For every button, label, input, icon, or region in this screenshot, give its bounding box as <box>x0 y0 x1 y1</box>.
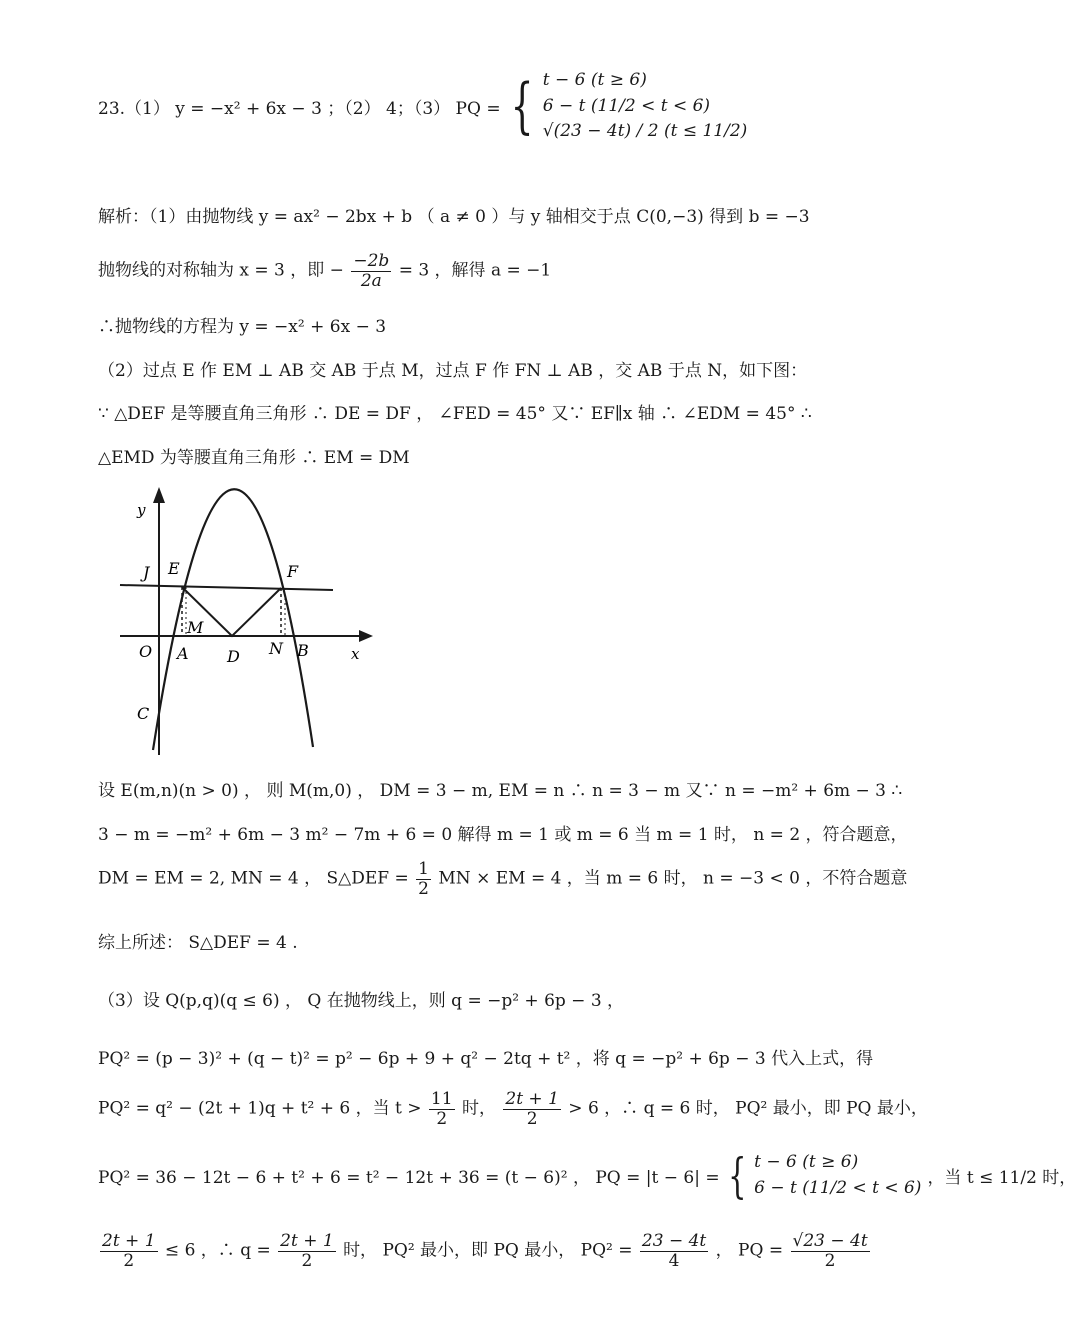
fraction: $\frac{23 - 4t}{4}$ <box>641 1231 707 1271</box>
answer-case-1: t − 6 (t ≥ 6) <box>542 70 647 90</box>
solution-line-13: PQ² = q² − (2t + 1)q + t² + 6 ，当 t > $\frac{11}{2}$ 时， $\frac{2t + 1}{2}$ > 6 ，∴ q = 6 时， PQ² 最小，即 PQ 最小， <box>98 1089 928 1129</box>
fraction: $\frac{2t + 1}{2}$ <box>280 1231 334 1271</box>
label-m: M <box>187 618 204 637</box>
label-e: E <box>168 559 180 578</box>
answer-cases <box>543 68 748 145</box>
fraction: $\frac{√23 - 4t}{2}$ <box>792 1231 868 1271</box>
solution-line-5: ∵ △DEF 是等腰直角三角形 ∴ DE = DF ， ∠FED = 45° 又∵ EF∥x 轴 ∴ ∠EDM = 45° ∴ <box>98 404 812 424</box>
answer-case-2: 6 − t (11/2 < t < 6) <box>542 95 711 116</box>
answer-prefix: 23.（1） y = −x² + 6x − 3 ；（2） 4；（3） PQ = <box>98 98 501 119</box>
solution-line-2: 抛物线的对称轴为 x = 3 ，即 − $\frac{-2b}{2a}$ = 3 ，解得 a = −1 <box>98 251 552 291</box>
line-ef <box>120 585 333 590</box>
label-j: J <box>143 563 150 582</box>
y-axis-arrow <box>153 487 165 503</box>
label-f: F <box>287 562 299 581</box>
label-c: C <box>137 704 150 723</box>
solution-line-8: 3 − m = −m² + 6m − 3 m² − 7m + 6 = 0 解得 m = 1 或 m = 6 当 m = 1 时， n = 2 ，符合题意， <box>98 825 908 845</box>
solution-line-4: （2）过点 E 作 EM ⊥ AB 交 AB 于点 M，过点 F 作 FN ⊥ AB ，交 AB 于点 N，如下图： <box>98 361 808 381</box>
brace: { <box>727 1147 747 1204</box>
label-o: O <box>139 642 153 661</box>
solution-line-12: PQ² = (p − 3)² + (q − t)² = p² − 6p + 9 + q² − 2tq + t² ，将 q = −p² + 6p − 3 代入上式，得 <box>98 1049 874 1069</box>
label-x: x <box>351 645 360 663</box>
parabola-figure <box>115 485 375 760</box>
fraction: $\frac{2t + 1}{2}$ <box>505 1089 559 1129</box>
fraction: $\frac{-2b}{2a}$ <box>353 251 390 291</box>
solution-line-14: PQ² = 36 − 12t − 6 + t² + 6 = t² − 12t + 36 = (t − 6)² ， PQ = |t − 6| = { t − 6 (t ≥ 6) 6 − t (11/2 < t < 6) ，当 t ≤ 11/2 时， <box>98 1147 1076 1204</box>
solution-line-3: ∴抛物线的方程为 y = −x² + 6x − 3 <box>98 317 387 337</box>
fraction: $\frac{11}{2}$ <box>430 1089 453 1129</box>
label-y: y <box>137 501 146 519</box>
x-axis-arrow <box>359 630 373 642</box>
fraction: $\frac{2t + 1}{2}$ <box>102 1231 156 1271</box>
label-a: A <box>177 644 189 663</box>
label-d: D <box>227 647 240 666</box>
solution-line-7: 设 E(m,n)(n > 0) ， 则 M(m,0) ， DM = 3 − m, EM = n ∴ n = 3 − m 又∵ n = −m² + 6m − 3 ∴ <box>98 781 903 801</box>
solution-line-11: （3）设 Q(p,q)(q ≤ 6) ， Q 在抛物线上，则 q = −p² + 6p − 3 ， <box>98 991 625 1011</box>
solution-line-1: 解析：（1）由抛物线 y = ax² − 2bx + b （ a ≠ 0 ）与 y 轴相交于点 C(0,−3) 得到 b = −3 <box>98 207 810 227</box>
label-n: N <box>269 639 283 658</box>
solution-line-9: DM = EM = 2, MN = 4 ， S△DEF = $\frac{1}{2}$ MN × EM = 4 ，当 m = 6 时， n = −3 < 0 ，不符合题意 <box>98 859 908 899</box>
solution-line-15: $\frac{2t + 1}{2}$ ≤ 6 ，∴ q = $\frac{2t + 1}{2}$ 时， PQ² 最小，即 PQ 最小， PQ² = $\frac{23 - 4t}{4}$ ， PQ = $\frac{√23 - 4t}{2}$ <box>102 1231 868 1271</box>
label-b: B <box>297 641 309 660</box>
solution-line-6: △EMD 为等腰直角三角形 ∴ EM = DM <box>98 448 410 468</box>
answer-case-3: √(23 − 4t) / 2 (t ≤ 11/2) <box>542 121 748 141</box>
pq-cases: t − 6 (t ≥ 6) 6 − t (11/2 < t < 6) <box>754 1152 922 1198</box>
fraction: $\frac{1}{2}$ <box>418 859 429 899</box>
solution-line-10: 综上所述： S△DEF = 4 . <box>98 933 298 953</box>
parabola <box>153 489 313 750</box>
brace: { <box>510 71 534 142</box>
answer-line <box>98 68 747 145</box>
